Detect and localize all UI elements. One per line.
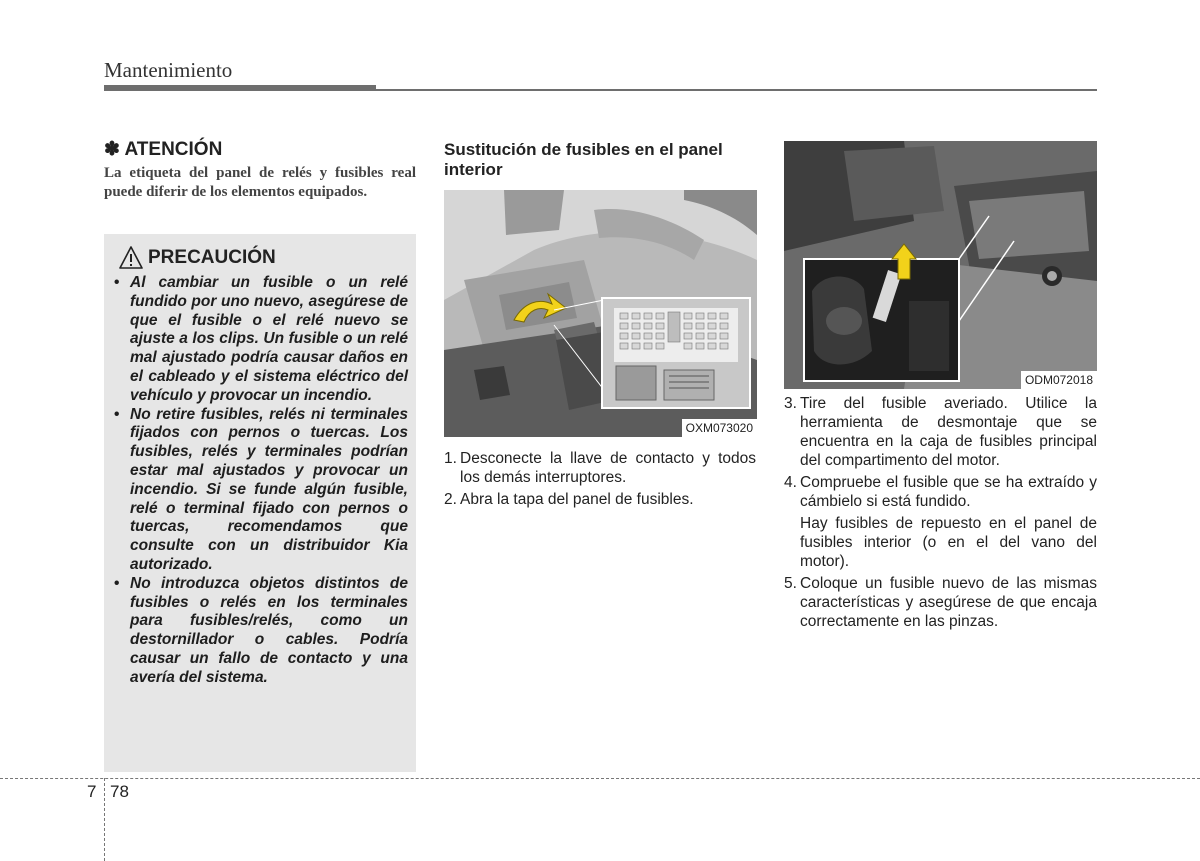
header-rule-thick bbox=[104, 85, 376, 91]
engine-fuse-box-illustration bbox=[784, 141, 1097, 389]
chapter-number: 7 bbox=[87, 782, 97, 801]
atencion-title: ✽ ATENCIÓN bbox=[104, 139, 223, 160]
photo1-caption: OXM073020 bbox=[682, 419, 757, 437]
atencion-body: La etiqueta del panel de relés y fusibles real puede diferir de los elementos equipados. bbox=[104, 165, 416, 200]
header-rule-thin bbox=[376, 89, 1097, 91]
steps-list-2 bbox=[784, 394, 1097, 634]
atencion-section bbox=[104, 138, 416, 202]
precaucion-item: • Al cambiar un fusible o un relé fundido por uno nuevo, asegúrese de que el fusible o el relé nuevo se ajuste a los clips. Un fusible o un relé mal ajustado podría causar daños en el cableado y el sistema eléctrico del vehículo y provocar un incendio. bbox=[114, 274, 408, 406]
step-item: 3. Tire del fusible averiado. Utilice la herramienta de desmontaje que se encuentra en la caja de fusibles principal del compartimento del motor. bbox=[784, 395, 1097, 469]
precaucion-item: • No retire fusibles, relés ni terminales fijados con pernos o tuercas. Los fusibles, relés y terminales podrían estar mal ajustados y provocar un incendio. Si se funde algún fusible, relé o terminal fijado con pernos o tuercas, recomendamos que consulte con un distribuidor Kia autorizado. bbox=[114, 406, 408, 575]
precaucion-item: • No introduzca objetos distintos de fusibles o relés en los terminales para fusibles/relés, como un destornillador o cables. Podría causar un fallo de contacto y una avería del sistema. bbox=[114, 575, 408, 688]
step-note: Hay fusibles de repuesto en el panel de fusibles interior (o en el del vano del motor). bbox=[800, 515, 1097, 570]
warning-triangle-icon bbox=[118, 245, 144, 271]
step-item: 4. Compruebe el fusible que se ha extraído y cámbielo si está fundido. bbox=[784, 474, 1097, 510]
precaucion-title: PRECAUCIÓN bbox=[148, 247, 276, 268]
step-item: 5. Coloque un fusible nuevo de las mismas características y asegúrese de que encaja correctamente en las pinzas. bbox=[784, 575, 1097, 630]
page-header-title: Mantenimiento bbox=[104, 58, 233, 82]
page-number: 78 bbox=[110, 782, 129, 801]
footer-vertical-rule bbox=[104, 778, 105, 861]
precaucion-header bbox=[118, 244, 276, 272]
section-heading: Sustitución de fusibles en el panel interior bbox=[444, 140, 723, 179]
footer-dashed-rule bbox=[0, 778, 1200, 779]
photo2-caption: ODM072018 bbox=[1021, 371, 1097, 389]
step-item: 2. Abra la tapa del panel de fusibles. bbox=[444, 491, 694, 508]
engine-fuse-box-photo bbox=[784, 141, 1097, 389]
fuse-panel-interior-photo bbox=[444, 190, 757, 437]
precaucion-list bbox=[114, 274, 408, 688]
step-item: 1. Desconecte la llave de contacto y todos los demás interruptores. bbox=[444, 450, 756, 486]
interior-fuse-panel-illustration bbox=[444, 190, 757, 437]
steps-list-1 bbox=[444, 449, 756, 512]
